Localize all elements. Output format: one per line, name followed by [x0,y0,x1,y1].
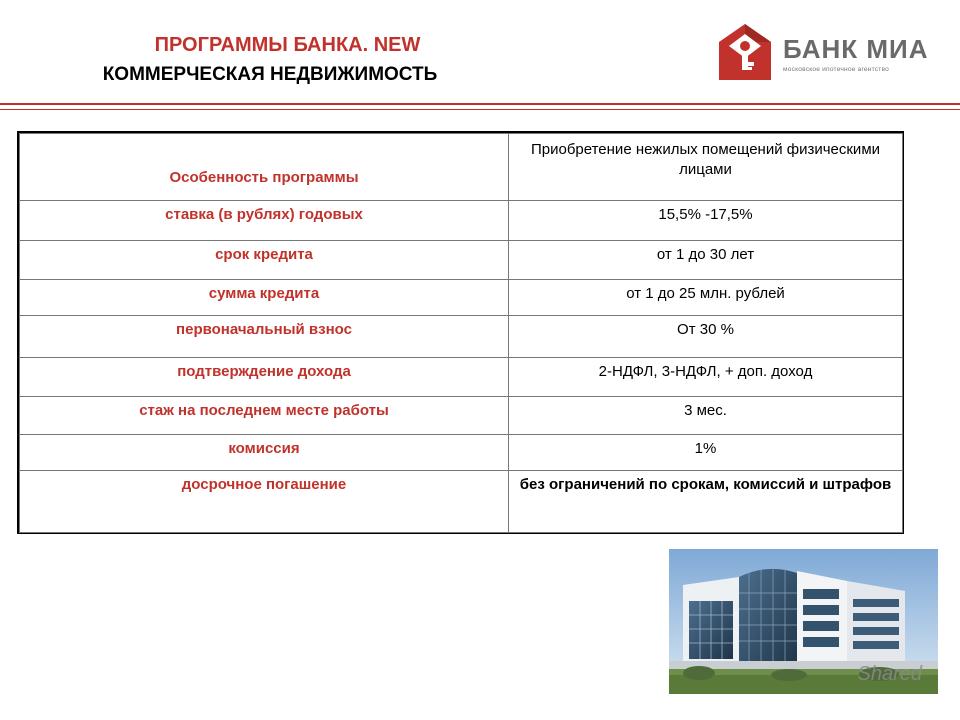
table-row [20,471,903,533]
table-row [20,435,903,471]
table-header-label: Особенность программы [20,134,509,201]
logo-name: БАНК МИА [783,34,929,64]
row-label: ставка (в рублях) годовых [20,201,509,241]
header-divider-thin [0,109,960,110]
row-label: срок кредита [20,241,509,280]
row-value: от 1 до 25 млн. рублей [509,280,903,316]
row-label: стаж на последнем месте работы [20,397,509,435]
row-label: первоначальный взнос [20,316,509,358]
row-value: От 30 % [509,316,903,358]
program-table [17,131,904,534]
house-key-icon [717,22,773,84]
row-label: досрочное погашение [20,471,509,533]
table-row [20,201,903,241]
table-row [20,241,903,280]
table-row [20,280,903,316]
row-value: без ограничений по срокам, комиссий и штрафов [509,471,903,533]
row-value: 3 мес. [509,397,903,435]
row-value: 15,5% -17,5% [509,201,903,241]
row-value: 1% [509,435,903,471]
row-value: от 1 до 30 лет [509,241,903,280]
building-photo [669,549,938,694]
bank-logo [717,22,937,88]
row-label: сумма кредита [20,280,509,316]
page-subtitle: КОММЕРЧЕСКАЯ НЕДВИЖИМОСТЬ [102,64,438,85]
row-label: комиссия [20,435,509,471]
row-value: 2-НДФЛ, 3-НДФЛ, + доп. доход [509,358,903,397]
table-header-value: Приобретение нежилых помещений физическими лицами [509,134,903,201]
photo-watermark: Shared [857,663,922,685]
table-header-row [20,134,903,201]
page-title: ПРОГРАММЫ БАНКА. NEW [154,34,421,56]
table-row [20,397,903,435]
table-row [20,358,903,397]
header-divider [0,103,960,105]
logo-tagline: московское ипотечное агентство [783,66,889,73]
row-label: подтверждение дохода [20,358,509,397]
table-row [20,316,903,358]
